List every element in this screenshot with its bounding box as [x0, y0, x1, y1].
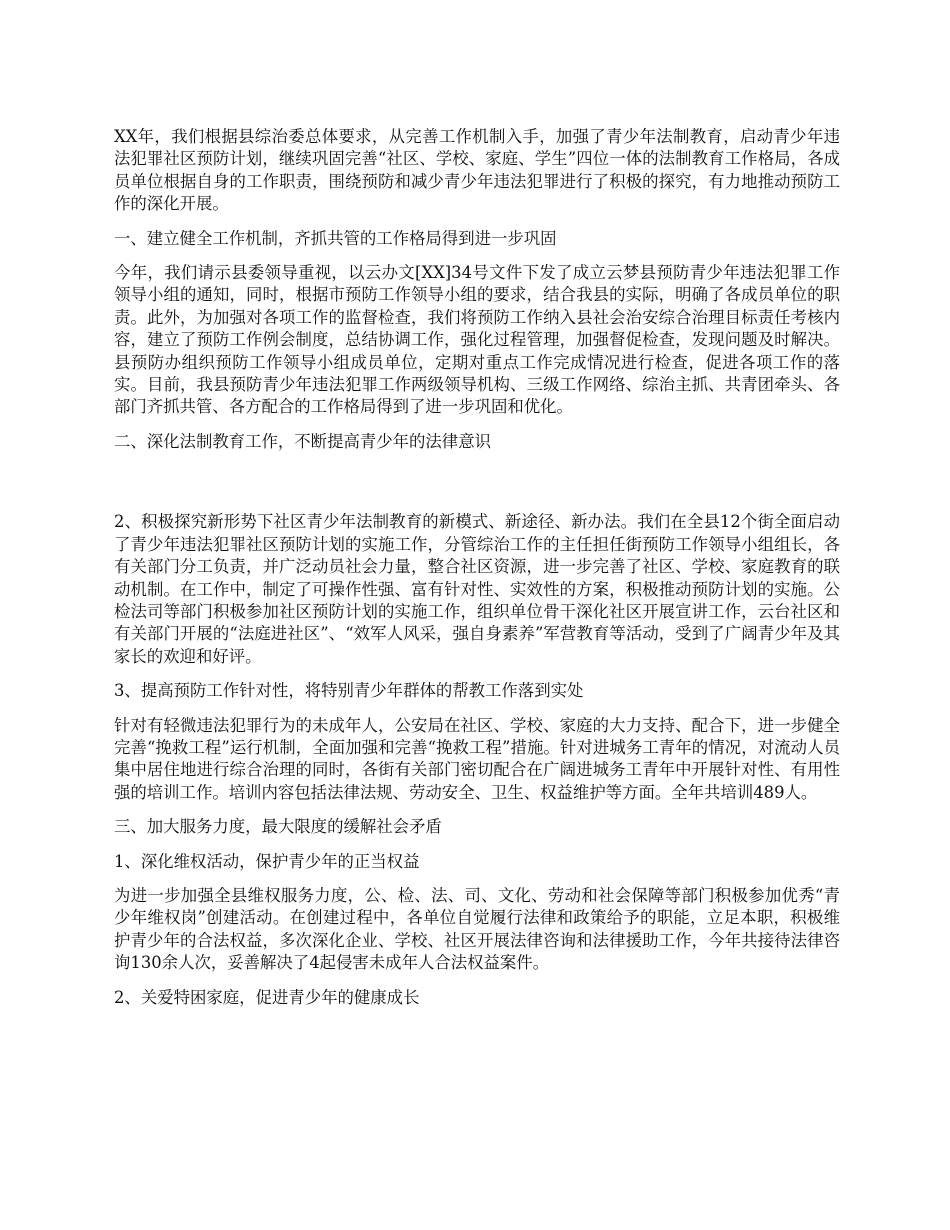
- document-body: [114, 126, 840, 1021]
- intro-paragraph: XX年，我们根据县综治委总体要求，从完善工作机制入手，加强了青少年法制教育，启动青少年违法犯罪社区预防计划，继续巩固完善“社区、学校、家庭、学生”四位一体的法制教育工作格局，各成员单位根据自身的工作职责，围绕预防和减少青少年违法犯罪进行了积极的探究，有力地推动预防工作的深化开展。: [114, 127, 840, 214]
- section-heading-3: 三、加大服务力度，最大限度的缓解社会矛盾: [114, 817, 442, 837]
- section-heading-2: 二、深化法制教育工作，不断提高青少年的法律意识: [114, 431, 491, 451]
- item-1-paragraph: 为进一步加强全县维权服务力度，公、检、法、司、文化、劳动和社会保障等部门积极参加优秀“青少年维权岗”创建活动。在创建过程中，各单位自觉履行法律和政策给予的职能，立足本职，积极维护青少年的合法权益，多次深化企业、学校、社区开展法律咨询和法律援助工作，今年共接待法律咨询130余人次，妥善解决了4起侵害未成年人合法权益案件。: [114, 885, 840, 973]
- section-1-paragraph: 今年，我们请示县委领导重视，以云办文[XX]34号文件下发了成立云梦县预防青少年违法犯罪工作领导小组的通知，同时，根据市预防工作领导小组的要求，结合我县的实际，明确了各成员单位的职责。此外，为加强对各项工作的监督检查，我们将预防工作纳入县社会治安综合治理目标责任考核内容，建立了预防工作例会制度，总结协调工作，强化过程管理，加强督促检查，发现问题及时解决。县预防办组织预防工作领导小组成员单位，定期对重点工作完成情况进行检查，促进各项工作的落实。目前，我县预防青少年违法犯罪工作两级领导机构、三级工作网络、综治主抓、共青团牵头、各部门齐抓共管、各方配合的工作格局得到了进一步巩固和优化。: [114, 263, 840, 417]
- subheading-2: 2、关爱特困家庭，促进青少年的健康成长: [114, 987, 420, 1007]
- item-3-paragraph: 针对有轻微违法犯罪行为的未成年人，公安局在社区、学校、家庭的大力支持、配合下，进一步健全完善“挽救工程”运行机制，全面加强和完善“挽救工程”措施。针对进城务工青年的情况，对流动人员集中居住地进行综合治理的同时，各街有关部门密切配合在广阔进城务工青年中开展针对性、有用性强的培训工作。培训内容包括法律法规、劳动安全、卫生、权益维护等方面。全年共培训489人。: [114, 715, 840, 802]
- subheading-3: 3、提高预防工作针对性，将特别青少年群体的帮教工作落到实处: [114, 681, 584, 701]
- blank-gap: [114, 465, 840, 511]
- item-2-paragraph: 2、积极探究新形势下社区青少年法制教育的新模式、新途径、新办法。我们在全县12个街全面启动了青少年违法犯罪社区预防计划的实施工作，分管综治工作的主任担任街预防工作领导小组组长，各有关部门分工负责，并广泛动员社会力量，整合社区资源，进一步完善了社区、学校、家庭教育的联动机制。在工作中，制定了可操作性强、富有针对性、实效性的方案，积极推动预防计划的实施。公检法司等部门积极参加社区预防计划的实施工作，组织单位骨干深化社区开展宣讲工作，云台社区和有关部门开展的“法庭进社区”、“效军人风采，强自身素养”军营教育等活动，受到了广阔青少年及其家长的欢迎和好评。: [114, 512, 840, 666]
- subheading-1: 1、深化维权活动，保护青少年的正当权益: [114, 851, 420, 871]
- section-heading-1: 一、建立健全工作机制，齐抓共管的工作格局得到进一步巩固: [114, 228, 557, 248]
